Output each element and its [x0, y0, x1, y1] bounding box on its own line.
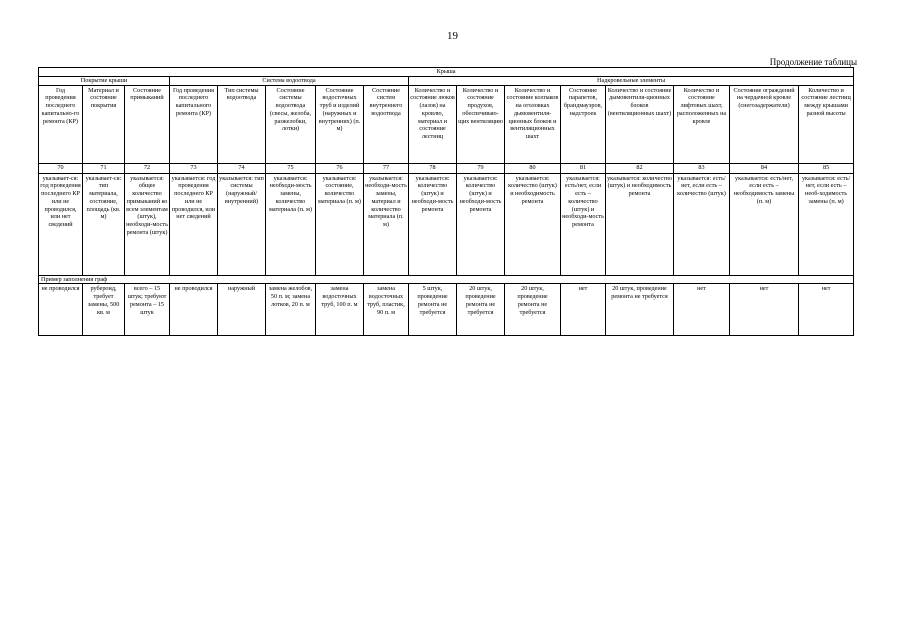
column-header: Год проведения последнего капитального ремонта (КР): [170, 85, 218, 163]
example-row: [39, 284, 854, 336]
column-number: 76: [316, 163, 364, 173]
column-number: 78: [409, 163, 457, 173]
column-header: Материал и состояние покрытия: [83, 85, 125, 163]
column-number: 85: [799, 163, 854, 173]
example-cell: 20 штук, проведение ремонта не требуется: [505, 284, 561, 336]
description-cell: указывается: необходи-мость замены, материал и количество материала (п. м): [364, 173, 409, 275]
description-cell: указывается: необходи-мость замены, количество материала (п. м): [266, 173, 316, 275]
example-cell: замена водосточных труб, 100 п. м: [316, 284, 364, 336]
description-cell: указывает-ся: тип материала, состояние, площадь (кв. м): [83, 173, 125, 275]
description-row: [39, 173, 854, 275]
description-cell: указывается: количество (штук) и необходимость ремонта: [505, 173, 561, 275]
column-number: 83: [674, 163, 730, 173]
column-header: Состояние водосточных труб и изделий (наружных и внутренних) (п. м): [316, 85, 364, 163]
column-number: 73: [170, 163, 218, 173]
column-number: 72: [125, 163, 170, 173]
group-header-drainage: Система водоотвода: [170, 76, 409, 85]
column-header: Год проведения последнего капитально-го ремонта (КР): [39, 85, 83, 163]
column-header: Состояние ограждений на чердачной кровле (снегозадержатели): [730, 85, 799, 163]
column-number: 80: [505, 163, 561, 173]
column-number: 84: [730, 163, 799, 173]
column-header: Тип системы водоотвода: [218, 85, 266, 163]
description-cell: указывается: состояние, количество материала (п. м): [316, 173, 364, 275]
description-cell: указывается: год проведения последнего КР или не проводился, или нет сведений: [170, 173, 218, 275]
example-cell: замена водосточных труб, пластик, 90 п. м: [364, 284, 409, 336]
page-number: 19: [447, 30, 458, 42]
group-header-roof-covering: Покрытие крыши: [39, 76, 170, 85]
column-number-row: [39, 163, 854, 173]
column-number: 74: [218, 163, 266, 173]
description-cell: указывается: есть/нет, если есть – количество (штук): [674, 173, 730, 275]
example-cell: не проводился: [39, 284, 83, 336]
example-cell: замена желобов, 50 п. м; замена лотков, 20 п. м: [266, 284, 316, 336]
column-number: 77: [364, 163, 409, 173]
column-number: 81: [561, 163, 606, 173]
column-number: 70: [39, 163, 83, 173]
description-cell: указывается: количество (штук) и необходимость ремонта: [606, 173, 674, 275]
example-cell: 20 штук, проведение ремонта не требуется: [457, 284, 505, 336]
description-cell: указывает-ся: год проведения последнего КР или не проводился, или нет сведений: [39, 173, 83, 275]
example-cell: не проводился: [170, 284, 218, 336]
column-number: 71: [83, 163, 125, 173]
column-header: Количество и состояние лестниц между крышами разной высоты: [799, 85, 854, 163]
description-cell: указывается: есть/нет, если есть – необходимость замены (п. м): [730, 173, 799, 275]
sample-label: Пример заполнения граф: [39, 275, 854, 284]
column-header: Состояние системы водоотвода (свесы, желоба, разжелобки, лотки): [266, 85, 316, 163]
column-number: 79: [457, 163, 505, 173]
description-cell: указывается: общее количество примыканий ко всем элементам (штук), необходи-мость ремонта (штук): [125, 173, 170, 275]
example-cell: нет: [674, 284, 730, 336]
description-cell: указывается: есть/нет, если есть – количество (штук) и необходи-мость ремонта: [561, 173, 606, 275]
column-header: Количество и состояние лифтовых шахт, расположенных на кровле: [674, 85, 730, 163]
column-header-row: [39, 85, 854, 163]
example-cell: нет: [561, 284, 606, 336]
example-cell: 20 штук, проведение ремонта не требуется: [606, 284, 674, 336]
section-header: Крыша: [39, 68, 854, 77]
table-continuation-label: Продолжение таблицы: [769, 57, 857, 67]
column-header: Состояние парапетов, брандмауэров, надстроек: [561, 85, 606, 163]
example-cell: нет: [799, 284, 854, 336]
description-cell: указывается: количество (штук) и необходи-мость ремонта: [409, 173, 457, 275]
column-header: Количество и состояние дымовентиля-ционных блоков (вентиляционных шахт): [606, 85, 674, 163]
example-cell: 5 штук, проведение ремонта не требуется: [409, 284, 457, 336]
example-cell: рубероид, требует замены, 500 кв. м: [83, 284, 125, 336]
column-header: Количество и состояние продухов, обеспечиваю-щих вентиляцию: [457, 85, 505, 163]
example-cell: наружный: [218, 284, 266, 336]
description-cell: указывается: есть/нет, если есть – необ-ходимость замены (п. м): [799, 173, 854, 275]
column-header: Количество и состояние колпаков на оголовках дымовентиля-ционных блоков и вентиляционных шахт: [505, 85, 561, 163]
example-cell: нет: [730, 284, 799, 336]
column-header: Количество и состояние люков (лазов) на кровлю, материал и состояние лестниц: [409, 85, 457, 163]
column-header: Состояние примыканий: [125, 85, 170, 163]
group-header-roof-elements: Надкровельные элементы: [409, 76, 854, 85]
description-cell: указывается: тип системы (наружный/ внутренний): [218, 173, 266, 275]
column-number: 75: [266, 163, 316, 173]
description-cell: указывается: количество (штук) и необходи-мость ремонта: [457, 173, 505, 275]
roof-table: [38, 67, 854, 336]
example-cell: всего – 15 штук; требуют ремонта – 15 штук: [125, 284, 170, 336]
column-number: 82: [606, 163, 674, 173]
column-header: Состояние систем внутреннего водоотвода: [364, 85, 409, 163]
